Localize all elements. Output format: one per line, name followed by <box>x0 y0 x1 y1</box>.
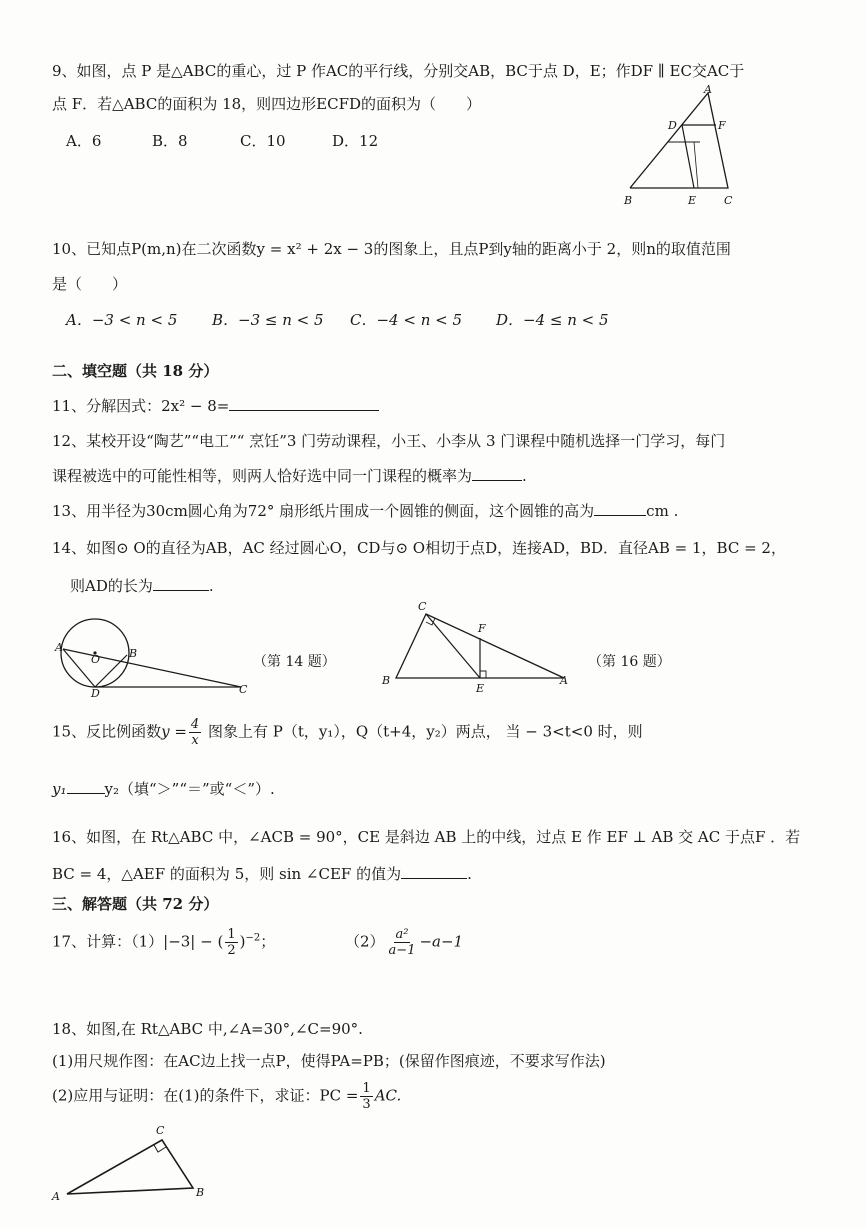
q9-fig-label-f: F <box>718 119 726 132</box>
q13 <box>52 500 678 521</box>
q15-answer-blank[interactable] <box>67 779 105 794</box>
q14-fig-label-a: A <box>55 641 63 654</box>
q10-option-b: B．−3 ≤ n < 5 <box>212 311 324 329</box>
q18-frac-num: 1 <box>362 1081 371 1096</box>
q9-fig-label-d: D <box>668 119 677 132</box>
section-2-heading: 二、填空题（共 18 分） <box>52 362 219 380</box>
q14-line1: 14、如图⊙ O的直径为AB，AC 经过圆心O，CD与⊙ O相切于点D，连接AD，BD．直径AB = 1，BC = 2， <box>52 539 786 557</box>
q18-line2: (1)用尺规作图：在AC边上找一点P，使得PA=PB；(保留作图痕迹，不要求写作法) <box>52 1052 606 1070</box>
q12-answer-blank[interactable] <box>472 466 522 481</box>
q18-line3-pre: (2)应用与证明：在(1)的条件下，求证：PC = <box>52 1086 359 1105</box>
q14-fig-label-d: D <box>91 687 100 700</box>
q17-expr2-end: −a−1 <box>419 932 464 951</box>
q16-line2 <box>52 863 472 884</box>
q15-pre: 15、反比例函数 <box>52 722 162 741</box>
q9-option-c: C．10 <box>240 132 286 150</box>
q15-func-fraction <box>189 718 201 747</box>
q18-line3-post: AC. <box>374 1086 402 1105</box>
q10-option-a: A．−3 < n < 5 <box>66 311 178 329</box>
q14-figure <box>55 615 255 700</box>
q17-expr1-end: ； <box>260 932 276 951</box>
q12-line2 <box>52 465 527 486</box>
q9-figure <box>620 85 740 210</box>
q16-figure <box>378 600 578 695</box>
q14-answer-blank[interactable] <box>153 576 209 591</box>
q16-line2-end: . <box>467 865 472 883</box>
q12-line2-text: 课程被选中的可能性相等，则两人恰好选中同一门课程的概率为 <box>52 467 473 485</box>
q10-line1: 10、已知点P(m,n)在二次函数y = x² + 2x − 3的图象上，且点P到y轴的距离小于 2，则n的取值范围 <box>52 240 731 258</box>
q16-line2-text: BC = 4，△AEF 的面积为 5，则 sin ∠CEF 的值为 <box>52 865 402 883</box>
q16-fig-label-e: E <box>476 682 485 695</box>
q15-func-y: y = <box>161 722 187 741</box>
q17-frac1-num: 1 <box>227 927 236 942</box>
q16-fig-label-f: F <box>478 622 486 635</box>
q14-line2-end: . <box>208 577 214 595</box>
q15-func-num: 4 <box>190 717 200 732</box>
q14-line2 <box>70 575 214 596</box>
q18-fig-label-b: B <box>196 1186 205 1199</box>
q14-fig-label-o: O <box>91 653 101 666</box>
q14-fig-label-b: B <box>129 647 138 660</box>
q17-expr1-b: ) <box>239 932 246 951</box>
q11-text: 11、分解因式：2x² − 8= <box>52 397 230 415</box>
q17-frac1-den: 2 <box>227 943 236 958</box>
q16-line1: 16、如图，在 Rt△ABC 中，∠ACB = 90°，CE 是斜边 AB 上的中线，过点 E 作 EF ⊥ AB 交 AC 于点F ．若 <box>52 828 801 846</box>
q17 <box>52 928 275 957</box>
q9-line2: 点 F．若△ABC的面积为 18，则四边形ECFD的面积为（ ） <box>52 95 482 113</box>
q17-label: 17、计算：（1） <box>52 932 164 951</box>
q18-fraction <box>360 1082 372 1111</box>
q18-figure <box>50 1120 220 1205</box>
q15-line1 <box>52 718 643 747</box>
q9-option-b: B．8 <box>152 132 188 150</box>
q10-line2: 是（ ） <box>52 275 128 293</box>
q16-answer-blank[interactable] <box>401 864 467 879</box>
q9-option-a: A．6 <box>66 132 102 150</box>
q9-fig-label-b: B <box>624 194 633 207</box>
q9-fig-label-a: A <box>704 83 712 96</box>
q9-line1: 9、如图，点 P 是△ABC的重心，过 P 作AC的平行线，分别交AB，BC于点 D，E；作DF ∥ EC交AC于 <box>52 62 745 80</box>
q17-label2: （2） <box>345 932 385 951</box>
q9-fig-label-e: E <box>688 194 697 207</box>
q10-option-d: D．−4 ≤ n < 5 <box>496 311 609 329</box>
q13-text: 13、用半径为30cm圆心角为72° 扇形纸片围成一个圆锥的侧面，这个圆锥的高为 <box>52 502 595 520</box>
q14-caption: （第 14 题） <box>253 654 336 670</box>
q17-expr1-exp: −2 <box>245 932 261 944</box>
q11-answer-blank[interactable] <box>229 396 379 411</box>
q10-option-c: C．−4 < n < 5 <box>350 311 463 329</box>
q17-expr1-a: |−3| − ( <box>163 932 224 951</box>
q12-line2-end: . <box>522 467 527 485</box>
q17-part2 <box>345 928 463 957</box>
q18-line1: 18、如图,在 Rt△ABC 中,∠A=30°,∠C=90°. <box>52 1020 363 1038</box>
q11 <box>52 395 379 416</box>
q16-caption: （第 16 题） <box>588 654 671 670</box>
q12-line1: 12、某校开设“陶艺”“电工”“ 烹饪”3 门劳动课程，小王、小李从 3 门课程中随机选择一门学习，每门 <box>52 432 726 450</box>
q17-expr1-fraction <box>225 928 237 957</box>
q15-line2 <box>52 778 275 799</box>
q17-frac2-den: a−1 <box>388 943 416 958</box>
q18-fig-label-a: A <box>52 1190 60 1203</box>
q16-fig-label-c: C <box>418 600 427 613</box>
q15-post: 图象上有 P（t，y₁），Q（t+4，y₂）两点， 当 − 3<t<0 时，则 <box>203 722 643 741</box>
q16-fig-label-a: A <box>560 674 568 687</box>
section-3-heading: 三、解答题（共 72 分） <box>52 895 219 913</box>
q15-func-den: x <box>191 733 199 748</box>
q16-fig-label-b: B <box>382 674 391 687</box>
q15-y2-hint: y₂（填“＞”“＝”或“＜”）. <box>104 780 275 798</box>
q18-frac-den: 3 <box>362 1097 371 1112</box>
q18-fig-label-c: C <box>156 1124 165 1137</box>
q17-frac2-num: a² <box>395 927 409 942</box>
q13-end: cm . <box>646 502 679 520</box>
q17-expr2-fraction <box>387 928 418 957</box>
q14-fig-label-c: C <box>239 683 248 696</box>
q14-line2-text: 则AD的长为 <box>70 577 153 595</box>
q9-fig-label-c: C <box>724 194 733 207</box>
q18-line3 <box>52 1082 401 1111</box>
q9-option-d: D．12 <box>332 132 379 150</box>
q13-answer-blank[interactable] <box>594 501 646 516</box>
q15-y1: y₁ <box>52 780 67 798</box>
